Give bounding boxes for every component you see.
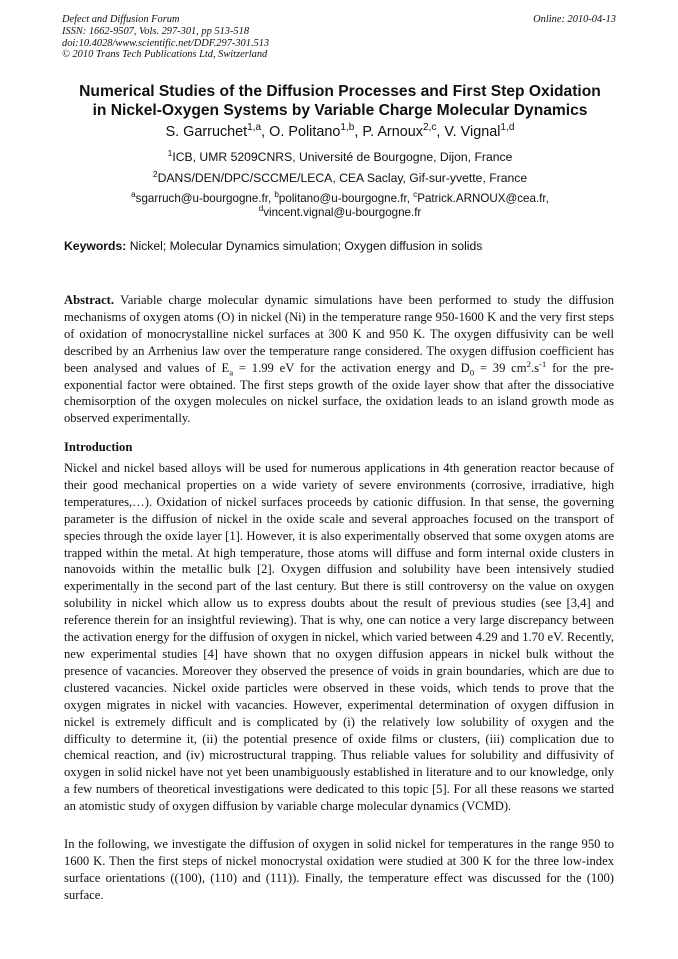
keywords-label: Keywords: [64,239,127,253]
keywords [64,239,624,254]
author-separator: , [436,124,445,140]
abstract-text: = 1.99 eV for the activation energy and D [233,360,470,375]
email-mark: b [274,190,279,200]
superscript: -1 [539,358,547,369]
issn-line: ISSN: 1662-9507, Vols. 297-301, pp 513-518 [62,25,250,37]
email-mark: d [258,204,264,214]
superscript: 2 [526,358,531,369]
abstract-text: .s [530,360,539,375]
introduction-heading: Introduction [64,440,133,454]
author-name: P. Arnoux [362,124,423,140]
affiliation-mark: 2 [152,168,158,179]
author-separator: , [354,124,363,140]
subscript: a [229,367,234,378]
author-affil-mark: 1,b [340,122,355,134]
affiliation-2 [50,168,630,186]
introduction-paragraph-2: In the following, we investigate the diffusion of oxygen in solid nickel for temperatures in the range 950 to 1600 K. Then the first steps of nickel monocrystal oxidation were studied at 300 K for the three low-index surface orientations ((100), (110) and (111)). Finally, the temperature effect was discussed for the (100) surface. [64,837,614,902]
author-name: O. Politano [269,124,341,140]
title-line-2: in Nickel-Oxygen Systems by Variable Charge Molecular Dynamics [92,102,588,119]
author-separator: , [261,124,270,140]
email-mark: a [131,190,136,200]
author-name: V. Vignal [444,124,501,140]
author-affil-mark: 1,a [247,122,262,134]
affiliation-1 [50,147,630,165]
paper-title [50,82,630,120]
author-affil-mark: 1,d [500,122,515,134]
doi-line: doi:10.4028/www.scientific.net/DDF.297-301.513 [62,37,270,49]
abstract-text: for the pre-exponential factor were obtained. The first steps growth of the oxide layer show that after the dissociative chemisorption of the oxygen molecules on nickel surface, the oxidation leads to an island growth mode as observed experimentally. [64,360,614,426]
introduction-paragraph-1: Nickel and nickel based alloys will be used for numerous applications in 4th generation reactor because of their good mechanical properties on a wide variety of severe environments (corrosive, irradiative, high temperatures,…). Oxidation of nickel surfaces proceeds by cationic diffusion. In that sense, the governing parameter is the diffusion of nickel in the oxide scale and several approaches focused on the transport of species through the oxide layer [1]. However, it is also experimentally observed that some oxygen atoms are trapped within the metal. At high temperature, those atoms will diffuse and form internal oxide clusters in nanovoids within the metallic bulk [2]. Oxygen diffusion and solubility have been intensively studied experimentally in the second part of the last century. But there is still controversy on the value on oxygen solubility in nickel which allow us to express doubts about the result of previous studies (see [3,4] and reference therein for an insightful reviewing). That is why, one can notice a very large discrepancy between the activation energy for the diffusion of oxygen in nickel, which varied between 4.29 and 1.70 eV. Recently, new experimental studies [4] have shown that no oxygen diffusion appears in nickel bulk without the presence of vacancies. Moreover they observed the presence of voids in grain boundaries, which are due to clustered vacancies. Nickel oxide particles were observed in these voids, which tends to prove that the oxygen migrates in nickel with vacancies. However, experimental determination of oxygen diffusion in nickel is extremely difficult and is complicated by (i) the relatively low solubility of oxygen and the difficulty to determine it, (ii) the potential presence of oxide films or clusters, (iii) complication due to chemical reaction, and (iv) microstructural trapping. Thus reliable values for solubility and diffusivity of oxygen in solid nickel have not yet been unambiguously established in literature and to our knowledge, only a few numbers of theoretical investigations were dedicated to this topic [5]. For all these reasons we started an atomistic study of oxygen diffusion by variable charge molecular dynamics (VCMD). [64,461,614,814]
abstract-label: Abstract. [64,293,115,307]
online-date: Online: 2010-04-13 [533,14,616,25]
email-address: vincent.vignal@u-bourgogne.fr [263,206,422,219]
journal-name: Defect and Diffusion Forum [62,14,180,25]
keywords-text: Nickel; Molecular Dynamics simulation; Oxygen diffusion in solids [126,239,483,253]
author-name: S. Garruchet [165,124,248,140]
abstract [64,292,614,427]
abstract-text: Variable charge molecular dynamic simulations have been performed to study the diffusion mechanisms of oxygen atoms (O) in nickel (Ni) in the temperature range 950-1600 K and the very first steps of oxidation of monocrystalline nickel surfaces at 300 K and 950 K. The oxygen diffusivity can be well described by an Arrhenius law over the temperature range considered. The oxygen diffusion coefficient has been analysed and values of E [64,293,614,375]
email-mark: c [413,190,418,200]
email-address: sgarruch@u-bourgogne.fr, [135,192,275,205]
title-line-1: Numerical Studies of the Diffusion Processes and First Step Oxidation [79,83,601,100]
affiliation-text: ICB, UMR 5209CNRS, Université de Bourgogne, Dijon, France [172,150,513,164]
affiliation-text: DANS/DEN/DPC/SCCME/LECA, CEA Saclay, Gif-sur-yvette, France [157,171,528,185]
journal-header [62,14,616,61]
email-list [60,192,620,220]
copyright-line: © 2010 Trans Tech Publications Ltd, Switzerland [62,49,268,61]
subscript: 0 [469,367,475,378]
email-address: politano@u-bourgogne.fr, [278,192,414,205]
abstract-text: = 39 cm [474,360,527,375]
author-list [50,123,630,141]
email-address: Patrick.ARNOUX@cea.fr, [417,192,549,205]
affiliation-mark: 1 [167,147,173,158]
author-affil-mark: 2,c [422,122,437,134]
